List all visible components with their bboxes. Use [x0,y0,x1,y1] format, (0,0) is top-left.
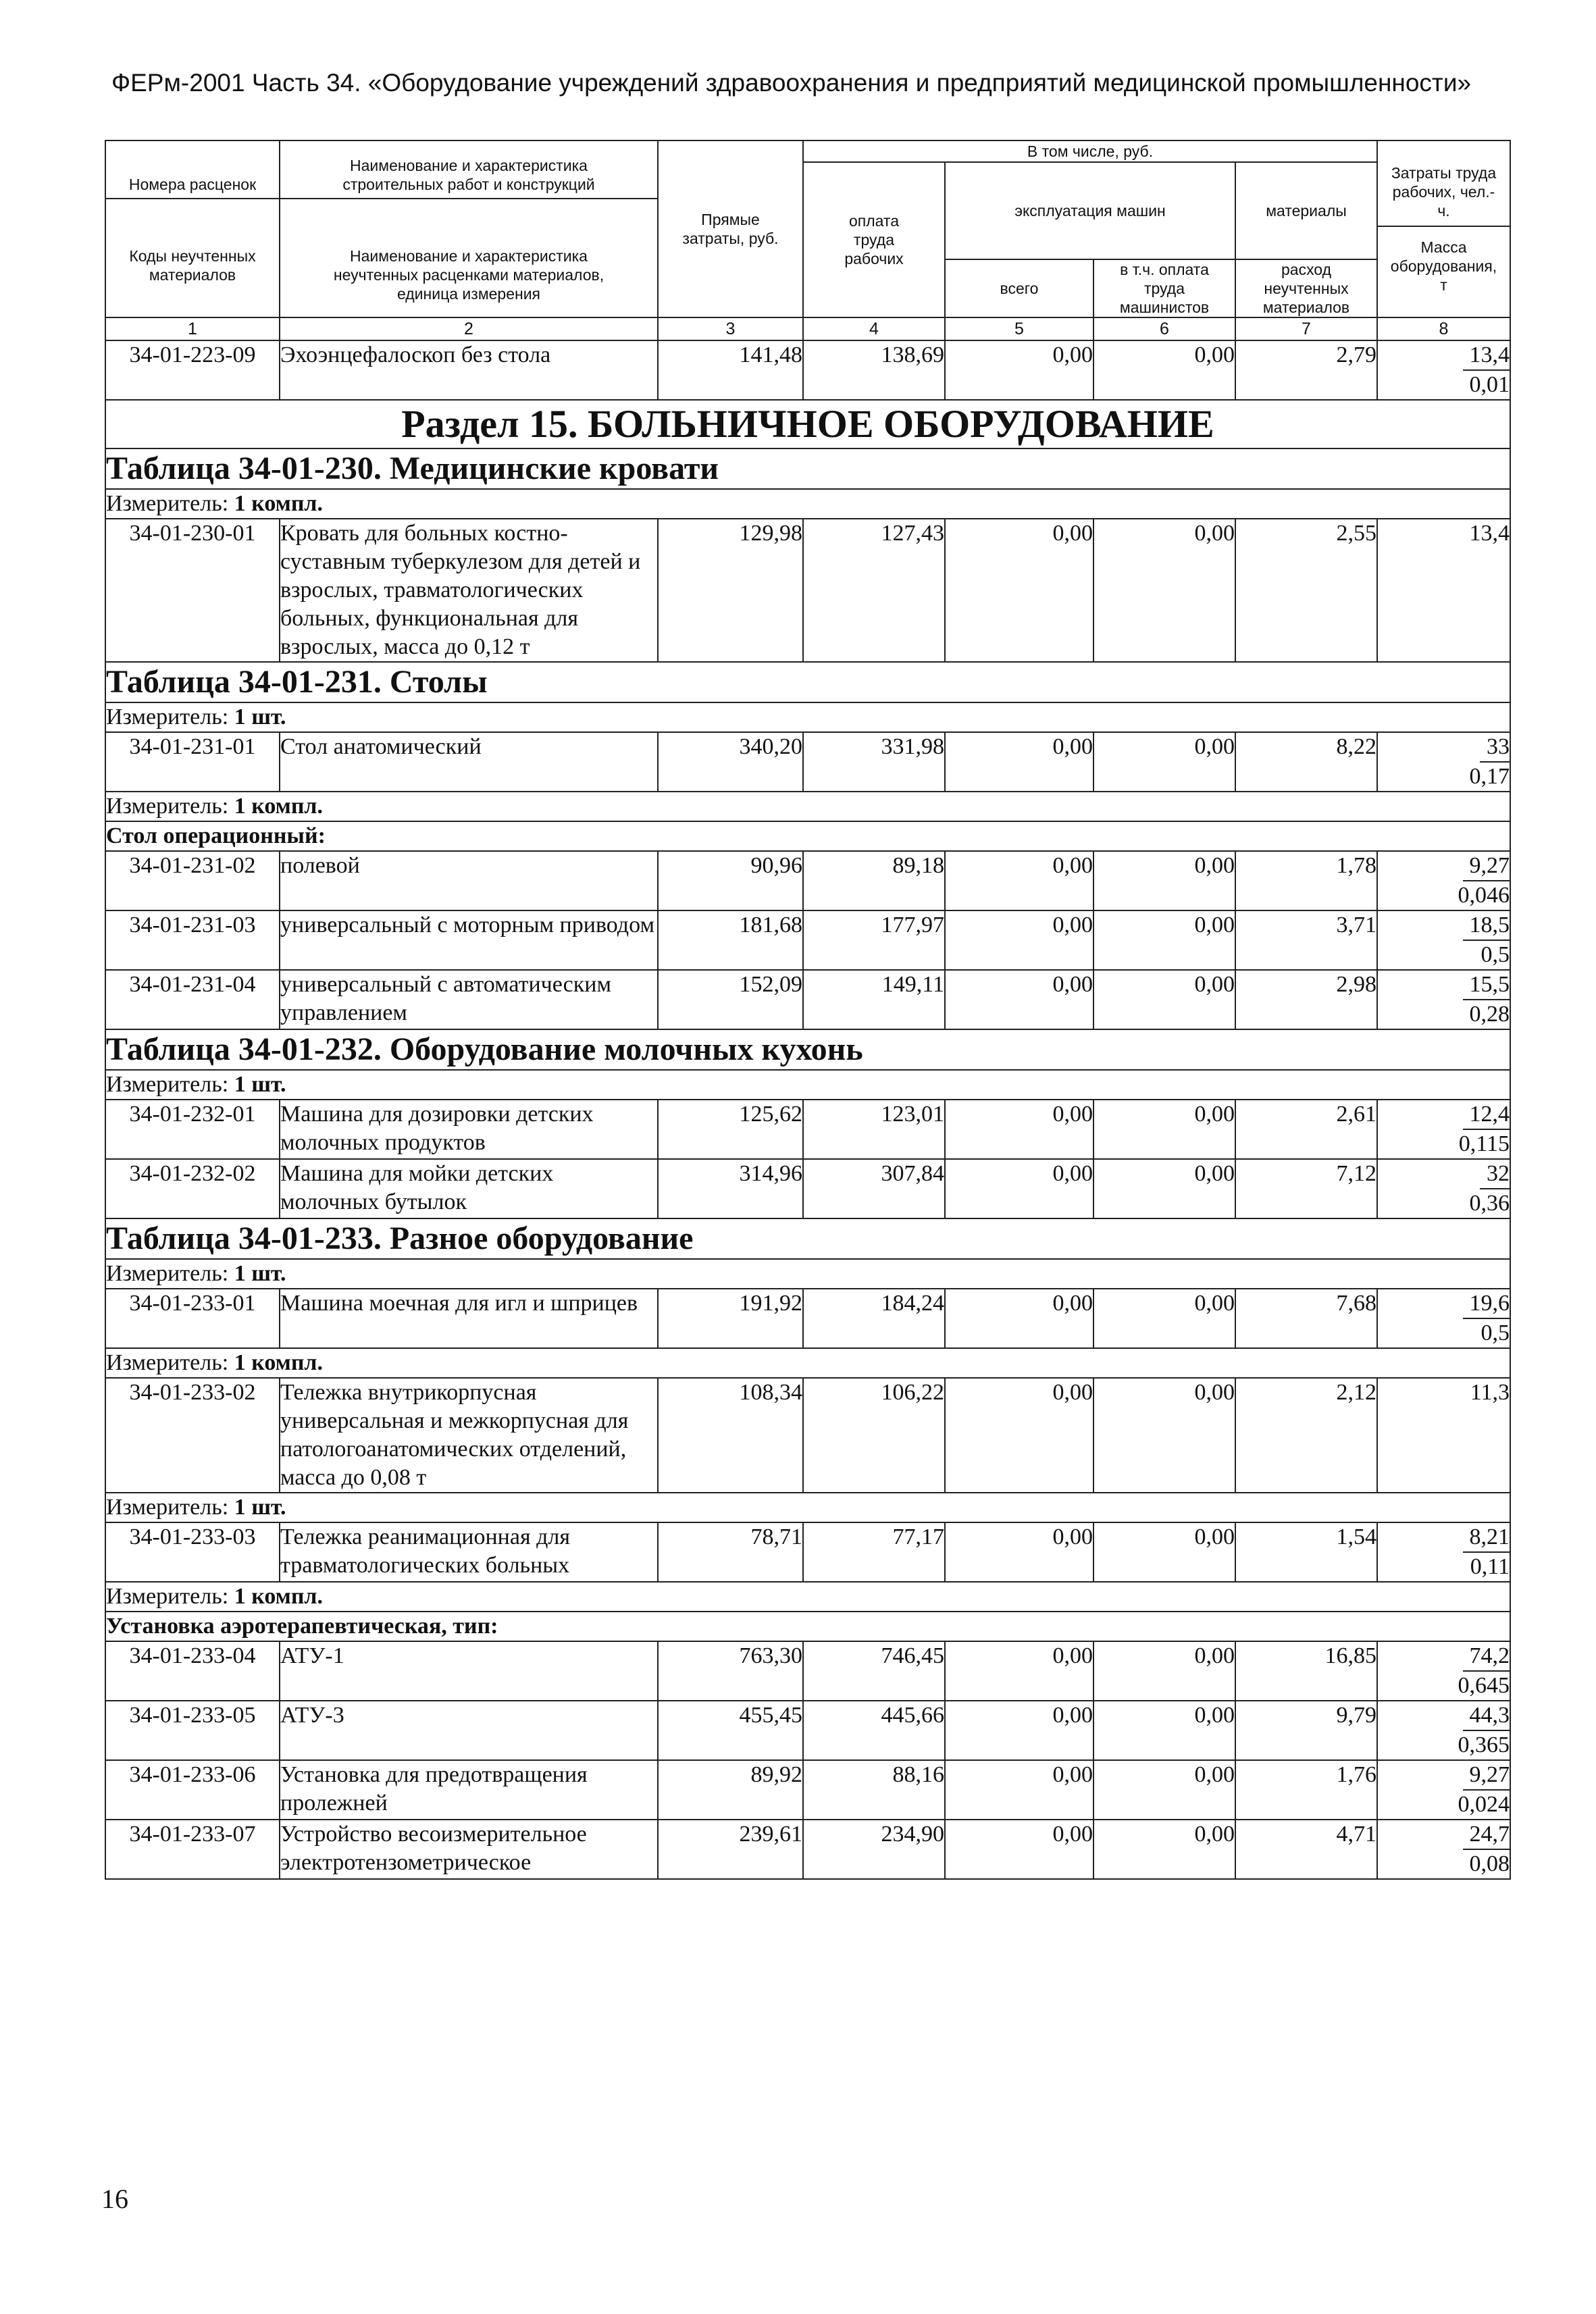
wages: 445,66 [803,1701,945,1760]
rate-code: 34-01-233-06 [105,1760,280,1820]
unit-label: Измеритель: [106,1072,229,1097]
materials: 2,12 [1235,1378,1377,1493]
column-number: 5 [945,317,1093,340]
labor-value: 32 [1480,1160,1510,1189]
mass-value: 0,5 [1481,1320,1510,1345]
direct-costs: 141,48 [658,340,803,400]
direct-costs: 239,61 [658,1820,803,1879]
table-title: Таблица 34-01-230. Медицинские кровати [105,448,1510,489]
header-names [280,140,658,317]
machines-total: 0,00 [945,340,1093,400]
column-numbers-row [105,317,1510,340]
rate-name: Установка для предотвращения пролежней [280,1760,658,1820]
rate-name: универсальный с автоматическим управлением [280,970,658,1029]
header-codes [105,140,280,317]
wages: 89,18 [803,851,945,910]
unit-of-measure [105,489,1510,519]
table-row [105,1641,1510,1701]
machines-total: 0,00 [945,1378,1093,1493]
rate-name: универсальный с моторным приводом [280,910,658,970]
unit-of-measure [105,1259,1510,1289]
column-number: 3 [658,317,803,340]
direct-costs: 455,45 [658,1701,803,1760]
operators-wages: 0,00 [1093,910,1235,970]
materials: 1,54 [1235,1522,1377,1582]
rate-name: Устройство весоизмерительное электротензометрическое [280,1820,658,1879]
header-labor-mass [1377,140,1510,317]
table-row [105,970,1510,1029]
rate-code: 34-01-233-07 [105,1820,280,1879]
estimate-table [105,140,1511,1880]
materials: 2,61 [1235,1100,1377,1159]
direct-costs: 108,34 [658,1378,803,1493]
column-number: 1 [105,317,280,340]
header-machines-total: всего [945,259,1093,317]
wages: 149,11 [803,970,945,1029]
labor-value: 13,4 [1377,519,1510,662]
operators-wages: 0,00 [1093,970,1235,1029]
labor-value: 24,7 [1463,1820,1510,1850]
mass-value: 0,01 [1469,372,1510,397]
materials: 7,12 [1235,1159,1377,1218]
unit-value: 1 компл. [234,491,324,516]
rate-name: Стол анатомический [280,732,658,792]
table-row [105,851,1510,910]
table-row [105,519,1510,662]
unit-value: 1 шт. [234,1495,286,1520]
materials: 2,98 [1235,970,1377,1029]
labor-value: 11,3 [1377,1378,1510,1493]
mass-value: 0,645 [1458,1673,1510,1698]
rate-name: полевой [280,851,658,910]
labor-value: 74,2 [1463,1642,1510,1672]
unit-of-measure [105,702,1510,732]
machines-total: 0,00 [945,910,1093,970]
labor-value: 15,5 [1463,971,1510,1000]
unit-label: Измеритель: [106,491,229,516]
machines-total: 0,00 [945,732,1093,792]
rate-code: 34-01-232-02 [105,1159,280,1218]
labor-mass [1377,970,1510,1029]
header-wages: оплата труда рабочих [803,162,945,317]
rate-code: 34-01-231-04 [105,970,280,1029]
labor-mass [1377,910,1510,970]
rate-code: 34-01-233-05 [105,1701,280,1760]
table-row [105,1760,1510,1820]
running-header: ФЕРм-2001 Часть 34. «Оборудование учреждений здравоохранения и предприятий медицинской промышленности» [111,69,1472,97]
direct-costs: 78,71 [658,1522,803,1582]
column-number: 7 [1235,317,1377,340]
column-number: 4 [803,317,945,340]
rate-name: Машина моечная для игл и шприцев [280,1289,658,1348]
header-direct-costs: Прямые затраты, руб. [658,140,803,317]
machines-total: 0,00 [945,1760,1093,1820]
unit-value: 1 компл. [234,1350,324,1375]
direct-costs: 89,92 [658,1760,803,1820]
machines-total: 0,00 [945,519,1093,662]
labor-mass [1377,1701,1510,1760]
header-materials-name: Наименование и характеристика неучтенных расценками материалов, единица измерения [333,247,604,303]
rate-code: 34-01-233-04 [105,1641,280,1701]
table-row [105,732,1510,792]
rate-code: 34-01-231-03 [105,910,280,970]
table-row [105,1701,1510,1760]
direct-costs: 314,96 [658,1159,803,1218]
header-labor: Затраты труда рабочих, чел.-ч. [1378,163,1510,227]
labor-value: 44,3 [1463,1701,1510,1731]
rate-name: Тележка внутрикорпусная универсальная и межкорпусная для патологоанатомических отделений, масса до 0,08 т [280,1378,658,1493]
materials: 2,55 [1235,519,1377,662]
table-row [105,1522,1510,1582]
direct-costs: 763,30 [658,1641,803,1701]
wages: 77,17 [803,1522,945,1582]
labor-value: 18,5 [1463,911,1510,941]
rate-code: 34-01-233-03 [105,1522,280,1582]
wages: 123,01 [803,1100,945,1159]
mass-value: 0,17 [1469,764,1510,789]
table-row [105,340,1510,400]
table-row [105,1289,1510,1348]
machines-total: 0,00 [945,1159,1093,1218]
mass-value: 0,11 [1470,1554,1510,1579]
unit-value: 1 компл. [234,794,324,819]
labor-mass [1377,340,1510,400]
mass-value: 0,36 [1469,1191,1510,1216]
materials: 16,85 [1235,1641,1377,1701]
rate-code: 34-01-223-09 [105,340,280,400]
rate-code: 34-01-233-01 [105,1289,280,1348]
section-title: Раздел 15. БОЛЬНИЧНОЕ ОБОРУДОВАНИЕ [105,400,1510,448]
table-row [105,910,1510,970]
direct-costs: 125,62 [658,1100,803,1159]
operators-wages: 0,00 [1093,1522,1235,1582]
rate-name: Машина для мойки детских молочных бутылок [280,1159,658,1218]
operators-wages: 0,00 [1093,1289,1235,1348]
operators-wages: 0,00 [1093,1641,1235,1701]
header-including: В том числе, руб. [803,140,1377,162]
wages: 88,16 [803,1760,945,1820]
header-unaccounted-materials: расход неучтенных материалов [1235,259,1377,317]
labor-mass [1377,1100,1510,1159]
operators-wages: 0,00 [1093,1100,1235,1159]
unit-of-measure [105,792,1510,821]
materials: 1,78 [1235,851,1377,910]
unit-value: 1 компл. [234,1584,324,1609]
unit-label: Измеритель: [106,1495,229,1520]
labor-value: 12,4 [1463,1100,1510,1130]
direct-costs: 152,09 [658,970,803,1029]
unit-of-measure [105,1348,1510,1378]
rate-code: 34-01-231-01 [105,732,280,792]
operators-wages: 0,00 [1093,519,1235,662]
table-title: Таблица 34-01-232. Оборудование молочных кухонь [105,1029,1510,1070]
materials: 1,76 [1235,1760,1377,1820]
wages: 138,69 [803,340,945,400]
wages: 307,84 [803,1159,945,1218]
wages: 127,43 [803,519,945,662]
unit-label: Измеритель: [106,794,229,819]
labor-mass [1377,1159,1510,1218]
mass-value: 0,08 [1469,1851,1510,1876]
direct-costs: 191,92 [658,1289,803,1348]
machines-total: 0,00 [945,1820,1093,1879]
table-header [105,140,1510,340]
mass-value: 0,5 [1481,942,1510,967]
machines-total: 0,00 [945,851,1093,910]
labor-mass [1377,1522,1510,1582]
rate-name: АТУ-1 [280,1641,658,1701]
table-row [105,1159,1510,1218]
operators-wages: 0,00 [1093,340,1235,400]
unit-value: 1 шт. [234,704,286,729]
labor-value: 33 [1480,733,1510,763]
unit-value: 1 шт. [234,1072,286,1097]
labor-mass [1377,851,1510,910]
unit-label: Измеритель: [106,1261,229,1286]
wages: 184,24 [803,1289,945,1348]
table-row [105,1100,1510,1159]
mass-value: 0,115 [1458,1131,1510,1156]
header-works-name: Наименование и характеристика строительных работ и конструкций [280,155,657,199]
direct-costs: 129,98 [658,519,803,662]
mass-value: 0,046 [1458,883,1510,908]
mass-value: 0,024 [1458,1792,1510,1817]
group-heading: Стол операционный: [105,821,1510,851]
unit-value: 1 шт. [234,1261,286,1286]
unit-label: Измеритель: [106,1350,229,1375]
rate-code: 34-01-233-02 [105,1378,280,1493]
machines-total: 0,00 [945,1641,1093,1701]
materials: 3,71 [1235,910,1377,970]
labor-value: 13,4 [1463,341,1510,371]
column-number: 8 [1377,317,1510,340]
operators-wages: 0,00 [1093,1760,1235,1820]
direct-costs: 340,20 [658,732,803,792]
header-material-codes: Коды неучтенных материалов [129,247,256,284]
wages: 234,90 [803,1820,945,1879]
operators-wages: 0,00 [1093,1820,1235,1879]
table-title: Таблица 34-01-231. Столы [105,662,1510,702]
machines-total: 0,00 [945,1522,1093,1582]
materials: 9,79 [1235,1701,1377,1760]
rate-code: 34-01-231-02 [105,851,280,910]
rate-name: АТУ-3 [280,1701,658,1760]
labor-value: 19,6 [1463,1289,1510,1319]
machines-total: 0,00 [945,1289,1093,1348]
rate-code: 34-01-232-01 [105,1100,280,1159]
materials: 7,68 [1235,1289,1377,1348]
labor-value: 9,27 [1463,852,1510,881]
unit-label: Измеритель: [106,1584,229,1609]
labor-mass [1377,1820,1510,1879]
group-heading: Установка аэротерапевтическая, тип: [105,1612,1510,1641]
header-materials: материалы [1235,162,1377,259]
wages: 177,97 [803,910,945,970]
materials: 2,79 [1235,340,1377,400]
column-number: 2 [280,317,658,340]
rate-name: Кровать для больных костно-суставным туберкулезом для детей и взрослых, травматологических больных, функциональная для взрослых, масса до 0,12 т [280,519,658,662]
machines-total: 0,00 [945,970,1093,1029]
rate-code: 34-01-230-01 [105,519,280,662]
operators-wages: 0,00 [1093,732,1235,792]
header-machines: эксплуатация машин [945,162,1235,259]
labor-mass [1377,1760,1510,1820]
wages: 106,22 [803,1378,945,1493]
header-operators-wages: в т.ч. оплата труда машинистов [1093,259,1235,317]
labor-mass [1377,732,1510,792]
labor-value: 8,21 [1463,1523,1510,1553]
table-row [105,1820,1510,1879]
operators-wages: 0,00 [1093,1378,1235,1493]
operators-wages: 0,00 [1093,1159,1235,1218]
header-mass: Масса оборудования, т [1390,238,1497,294]
column-number: 6 [1093,317,1235,340]
table-title: Таблица 34-01-233. Разное оборудование [105,1218,1510,1259]
unit-of-measure [105,1070,1510,1100]
mass-value: 0,365 [1458,1732,1510,1757]
rate-name: Машина для дозировки детских молочных продуктов [280,1100,658,1159]
unit-label: Измеритель: [106,704,229,729]
unit-of-measure [105,1582,1510,1612]
wages: 331,98 [803,732,945,792]
wages: 746,45 [803,1641,945,1701]
machines-total: 0,00 [945,1701,1093,1760]
table-row [105,1378,1510,1493]
materials: 4,71 [1235,1820,1377,1879]
direct-costs: 90,96 [658,851,803,910]
machines-total: 0,00 [945,1100,1093,1159]
direct-costs: 181,68 [658,910,803,970]
labor-value: 9,27 [1463,1761,1510,1791]
materials: 8,22 [1235,732,1377,792]
rate-name: Тележка реанимационная для травматологических больных [280,1522,658,1582]
mass-value: 0,28 [1469,1002,1510,1027]
rate-name: Эхоэнцефалоскоп без стола [280,340,658,400]
operators-wages: 0,00 [1093,1701,1235,1760]
page-number: 16 [101,2184,128,2214]
unit-of-measure [105,1493,1510,1522]
labor-mass [1377,1289,1510,1348]
labor-mass [1377,1641,1510,1701]
header-rates-numbers: Номера расценок [106,174,279,199]
operators-wages: 0,00 [1093,851,1235,910]
